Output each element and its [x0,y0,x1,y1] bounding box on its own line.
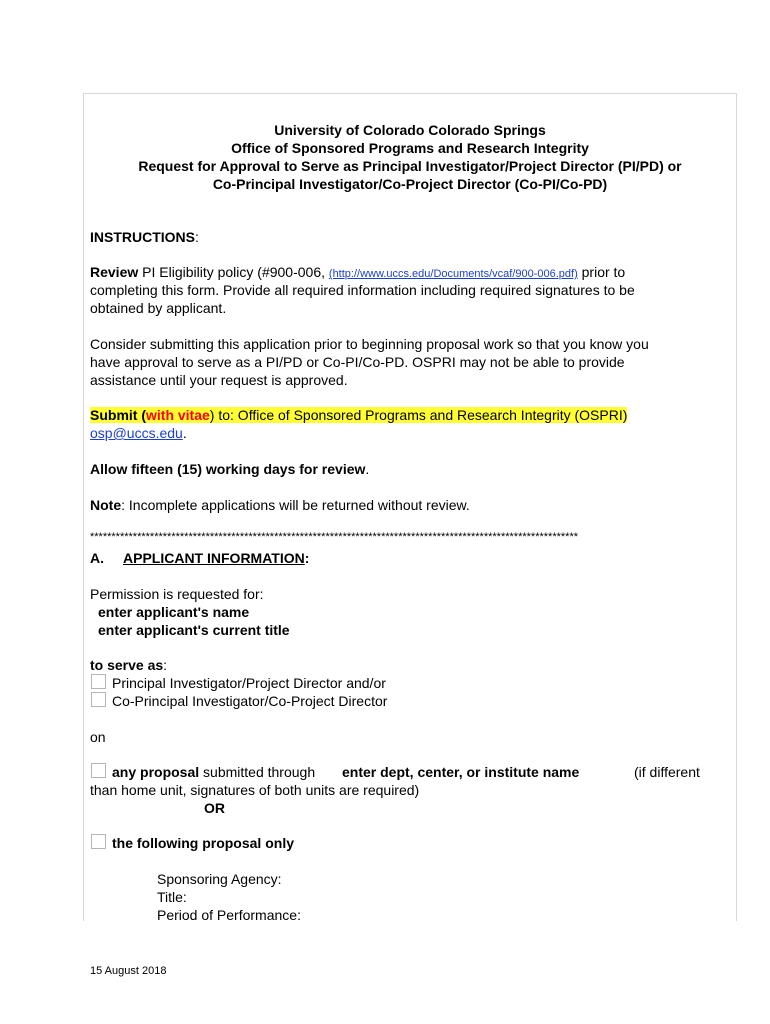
copi-checkbox[interactable] [91,692,106,707]
copi-option-label: Co-Principal Investigator/Co-Project Director [112,693,388,709]
policy-link[interactable]: (http://www.uccs.edu/Documents/vcaf/900-006.pdf) [328,268,578,280]
any-proposal-label: any proposal submitted through [112,764,316,780]
instructions-heading: INSTRUCTIONS: [90,229,199,245]
consider-line-3: assistance until your request is approved. [90,372,348,388]
on-label: on [90,729,106,745]
allow-line: Allow fifteen (15) working days for review. [90,461,370,477]
header-request: Request for Approval to Serve as Principal Investigator/Project Director (PI/PD) or [138,158,682,174]
submit-line: Submit (with vitae) to: Office of Sponsored Programs and Research Integrity (OSPRI) [90,407,628,423]
if-different-text: (if different [634,764,700,780]
period-of-performance-label: Period of Performance: [157,907,301,923]
email-line: osp@uccs.edu. [90,425,187,441]
or-label: OR [204,800,225,816]
consider-line-2: have approval to serve as a PI/PD or Co-PI/Co-PD. OSPRI may not be able to provide [90,354,625,370]
consider-line-1: Consider submitting this application prior to beginning proposal work so that you know you [90,336,649,352]
review-line-2: completing this form. Provide all required information including required signatures to be [90,282,635,298]
applicant-title-field[interactable]: enter applicant's current title [98,622,290,638]
review-line-3: obtained by applicant. [90,300,227,316]
home-unit-text: than home unit, signatures of both units are required) [90,782,420,798]
proposal-title-label: Title: [157,889,187,905]
email-link[interactable]: osp@uccs.edu [90,425,183,441]
permission-text: Permission is requested for: [90,586,264,602]
pi-checkbox[interactable] [91,674,106,689]
review-line-1: Review PI Eligibility policy (#900-006, (http://www.uccs.edu/Documents/vcaf/900-006.pdf) prior to [90,264,626,280]
note-line: Note: Incomplete applications will be returned without review. [90,497,470,513]
applicant-name-field[interactable]: enter applicant's name [98,604,250,620]
any-proposal-checkbox[interactable] [91,763,106,778]
header-office: Office of Sponsored Programs and Research Integrity [231,140,589,156]
section-a-label: A. [90,550,104,566]
header-university: University of Colorado Colorado Springs [274,122,546,138]
dept-field[interactable]: enter dept, center, or institute name [342,764,580,780]
following-proposal-checkbox[interactable] [91,834,106,849]
footer-date: 15 August 2018 [90,965,167,977]
following-proposal-label: the following proposal only [112,835,294,851]
section-a-title: APPLICANT INFORMATION: [123,550,310,566]
pi-option-label: Principal Investigator/Project Director and/or [112,675,386,691]
header-copi: Co-Principal Investigator/Co-Project Director (Co-PI/Co-PD) [212,176,608,192]
sponsoring-agency-label: Sponsoring Agency: [157,871,282,887]
serve-as-label: to serve as: [90,657,168,673]
asterisk-separator: ****************************************************************************************************************** [90,531,579,543]
